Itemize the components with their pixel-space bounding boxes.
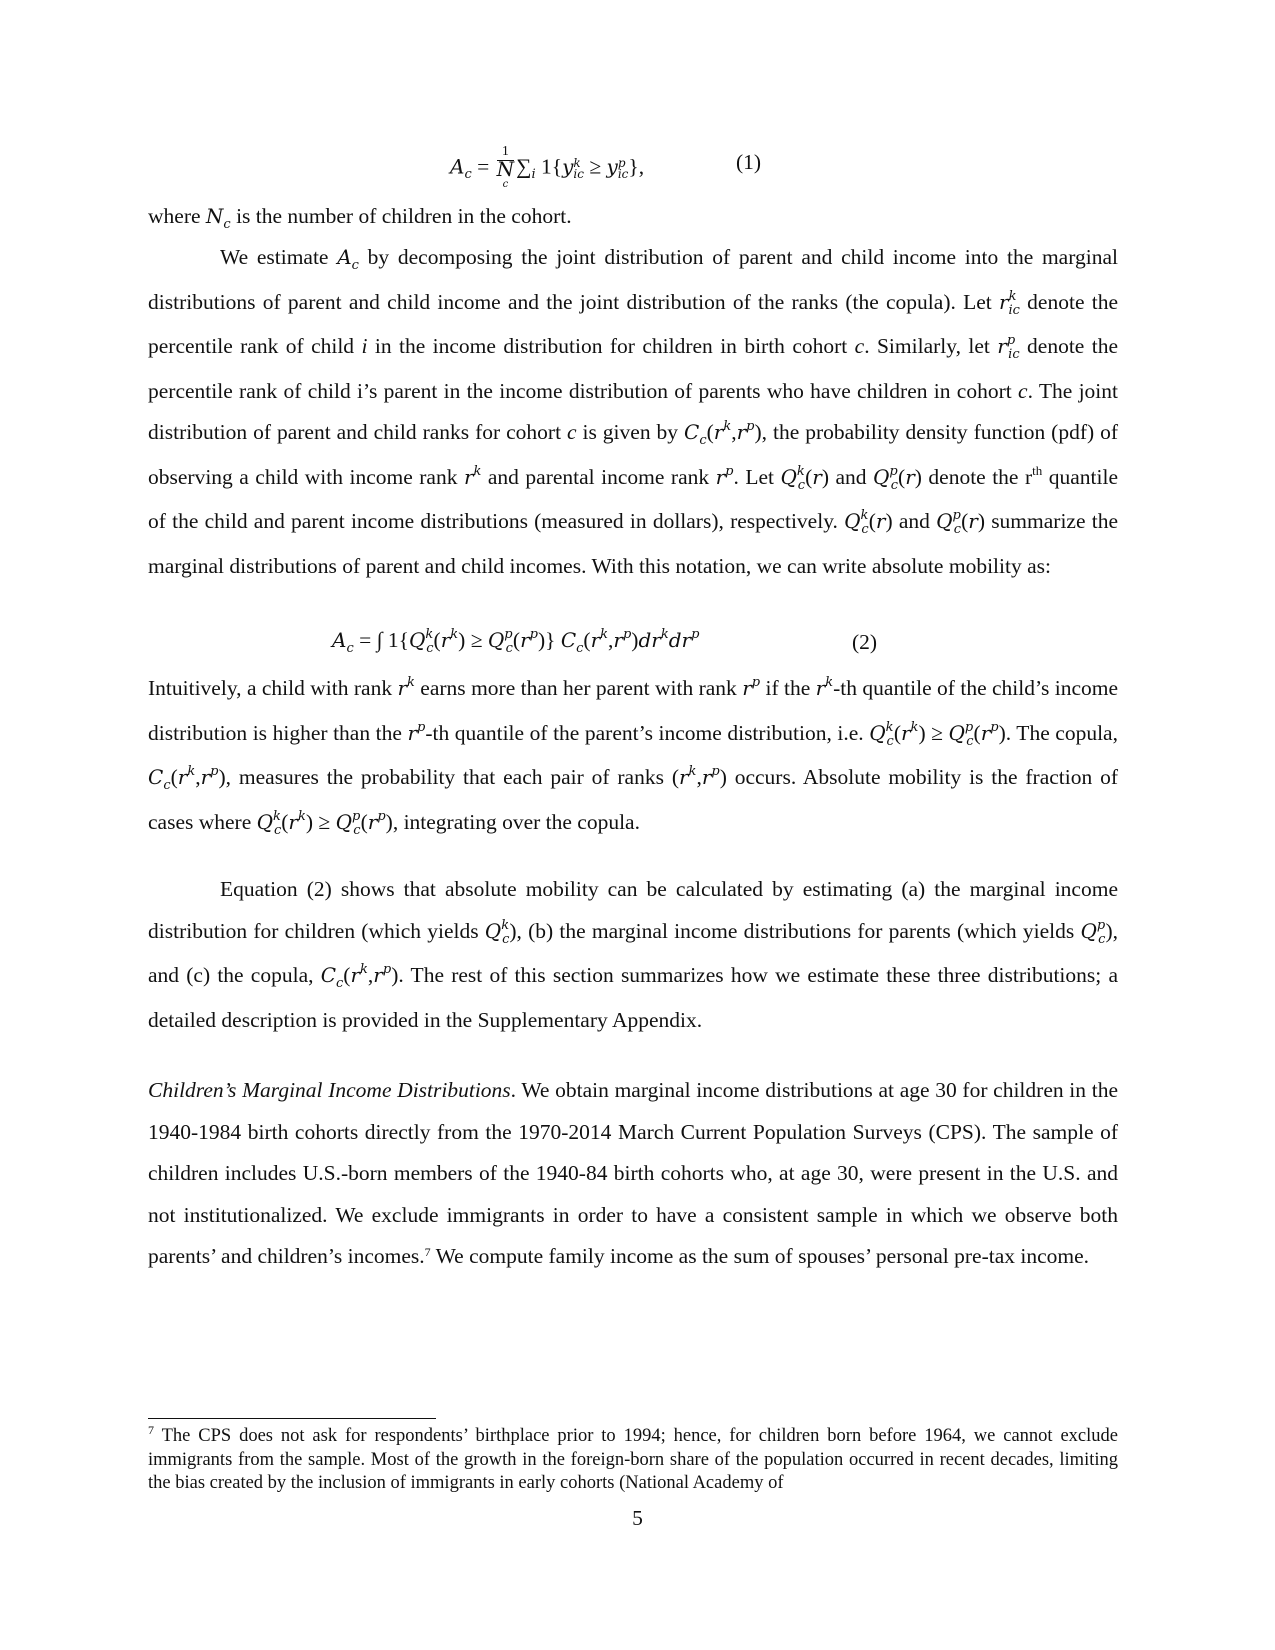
footnote-separator <box>148 1418 436 1419</box>
equation-1-number: (1) <box>736 150 762 174</box>
paragraph-2: We estimate $A_c$ by decomposing the joint distribution of parent and child income into the marginal distributions of parent and child income and the joint distribution of the ranks (the copula). Let $r^k_{ic}$ denote the percentile rank of child i in the income distribution for children in birth cohort c. Similarly, let $r^p_{ic}$ denote the percentile rank of child i’s parent in the income distribution of parents who have children in cohort c. The joint distribution of parent and child ranks for cohort c is given by $C_c(r^k,r^p)$, the probability density function (pdf) of observing a child with income rank $r^k$ and parental income rank $r^p$. Let $Q^k_c(r)$ and $Q^p_c(r)$ denote the $r^{th}$ quantile of the child and parent income distributions (measured in dollars), respectively. $Q^k_c(r)$ and $Q^p_c(r)$ summarize the marginal distributions of parent and child incomes. With this notation, we can write absolute mobility as: <box>148 245 1119 578</box>
paragraph-3: Intuitively, a child with rank $r^k$ earns more than her parent with rank $r^p$ if the $r^k-th$ quantile of the child’s income distribution is higher than the $r^p-th$ quantile of the parent’s income distribution, i.e. $Q^k_c(r^k) \ge Q^p_c(r^p)$. The copula, $C_c(r^k,r^p)$, measures the probability that each pair of ranks $(r^k,r^p)$ occurs. Absolute mobility is the fraction of cases where $Q^k_c(r^k) \ge Q^p_c(r^p)$, integrating over the copula. <box>148 675 1119 838</box>
page-number: 5 <box>632 1506 643 1530</box>
equation-2-number: (2) <box>852 630 878 654</box>
section-heading: Children’s Marginal Income Distributions <box>148 1078 511 1102</box>
paragraph-4: Equation (2) shows that absolute mobility can be calculated by estimating (a) the marginal income distribution for children (which yields $Q^k_c$), (b) the marginal income distributions for parents (which yields $Q^p_c$), and (c) the copula, $C_c(r^k,r^p)$. The rest of this section summarizes how we estimate these three distributions; a detailed description is provided in the Supplementary Appendix. <box>148 877 1118 1032</box>
paragraph-5: Children’s Marginal Income Distributions. We obtain marginal income distributions at age 30 for children in the 1940-1984 birth cohorts directly from the 1970-2014 March Current Population Surveys (CPS). The sample of children includes U.S.-born members of the 1940-84 birth cohorts who, at age 30, were present in the U.S. and not institutionalized. We exclude immigrants in order to have a consistent sample in which we observe both parents’ and children’s incomes.$^7$ We compute family income as the sum of spouses’ personal pre-tax income. <box>148 1078 1118 1268</box>
equation-1: $A_c$ = 1 N c $\sum_i$ 1{y k ic ≥ y p ic }, <box>450 144 645 190</box>
equation-2: $A_c$ = ∫ $1\{Q^k_c(r^k) \ge Q^p_c(r^p)\}$ $C_c(r^k,r^p)dr^kdr^p$ <box>332 627 700 656</box>
paragraph-1: where $N_c$ is the number of children in the cohort. <box>148 204 572 232</box>
footnote-7: $^7$ The CPS does not ask for respondents’ birthplace prior to 1994; hence, for children born before 1964, we cannot exclude immigrants from the sample. Most of the growth in the foreign-born share of the population occurred in recent decades, limiting the bias created by the inclusion of immigrants in early cohorts (National Academy of <box>148 1423 1118 1493</box>
footnote-reference[interactable]: 7 <box>424 1245 431 1259</box>
